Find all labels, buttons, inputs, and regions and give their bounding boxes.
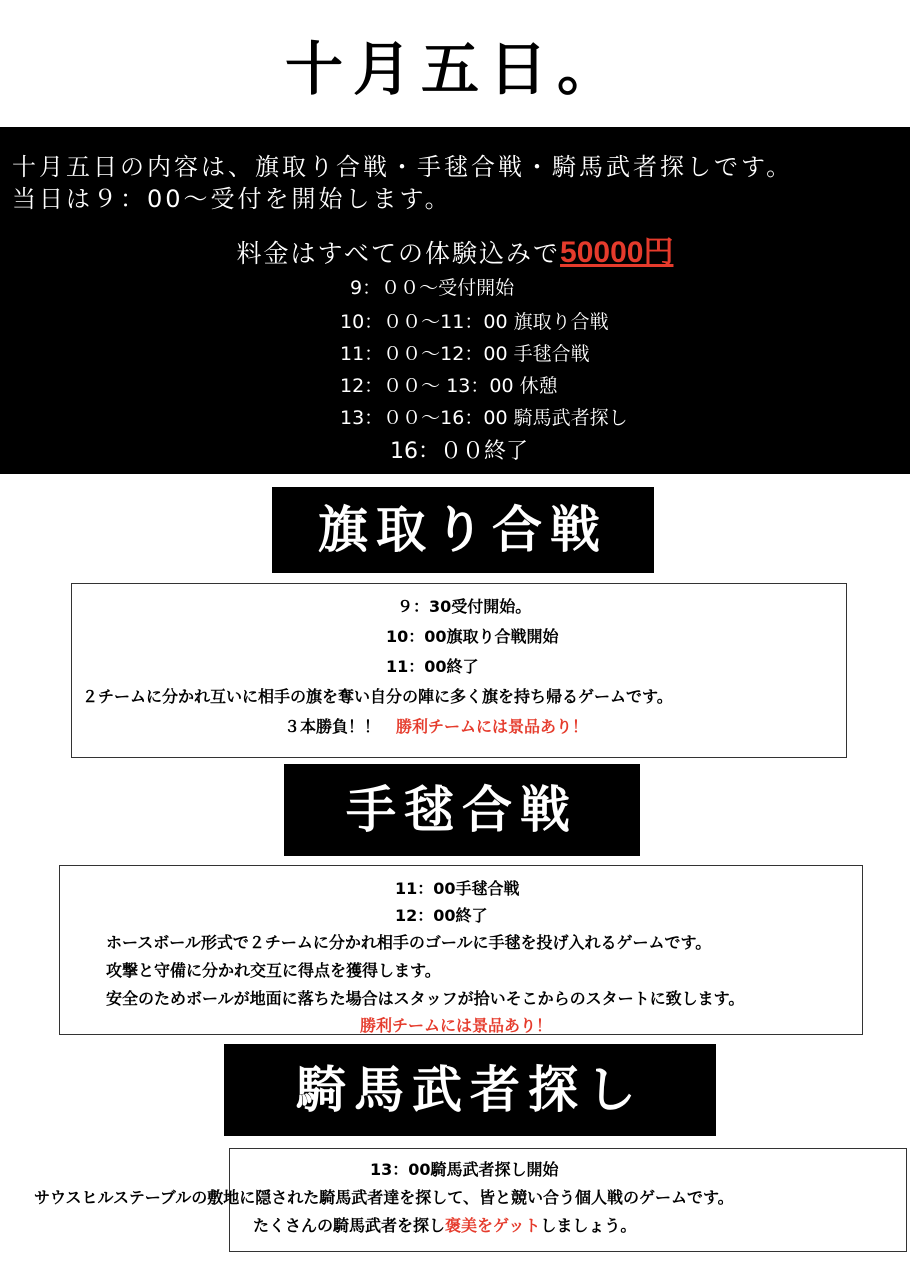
flag-prize-note: 勝利チームには景品あり！	[396, 717, 589, 736]
kiba-last-prefix: たくさんの騎馬武者を探し	[253, 1216, 446, 1235]
intro-line-1: 十月五日の内容は、旗取り合戦・手毬合戦・騎馬武者探しです。	[12, 153, 794, 181]
price-amount: 50000円	[560, 236, 674, 269]
temari-line: 安全のためボールが地面に落ちた場合はスタッフが拾いそこからのスタートに致します。	[106, 989, 745, 1008]
temari-prize-note: 勝利チームには景品あり！	[360, 1016, 553, 1035]
flag-line: ９：30受付開始。	[397, 597, 532, 616]
flag-battle-heading: 旗取り合戦	[272, 487, 654, 573]
temari-line: 11：00手毬合戦	[395, 879, 520, 898]
intro-panel	[0, 127, 910, 474]
kiba-last-suffix: しましょう。	[540, 1216, 637, 1235]
schedule-item: 11：００〜12：00 手毬合戦	[340, 343, 590, 365]
flag-line: 11：00終了	[386, 657, 479, 676]
temari-line: 12：00終了	[395, 906, 488, 925]
schedule-item: 13：００〜16：00 騎馬武者探し	[340, 407, 628, 429]
kiba-line: サウスヒルステーブルの敷地に隠された騎馬武者達を探して、皆と競い合う個人戦のゲームです。	[34, 1188, 734, 1207]
kiba-reward-note: 褒美をゲット	[445, 1216, 541, 1235]
flag-last-line	[284, 714, 588, 737]
kiba-search-heading: 騎馬武者探し	[224, 1044, 716, 1136]
price-line	[0, 227, 910, 271]
schedule-item: 12：００〜 13：00 休憩	[340, 375, 558, 397]
flag-line: 10：00旗取り合戦開始	[386, 627, 559, 646]
temari-battle-box	[59, 865, 863, 1035]
schedule-item: 16：００終了	[390, 439, 528, 464]
kiba-last-line	[253, 1213, 636, 1236]
schedule-item: 9：００〜受付開始	[350, 277, 515, 299]
temari-line: ホースボール形式で２チームに分かれ相手のゴールに手毬を投げ入れるゲームです。	[106, 933, 712, 952]
intro-line-2: 当日は９：00〜受付を開始します。	[12, 185, 452, 213]
kiba-line: 13：00騎馬武者探し開始	[370, 1160, 559, 1179]
temari-battle-heading: 手毬合戦	[284, 764, 640, 856]
flag-battle-box	[71, 583, 847, 758]
price-prefix: 料金はすべての体験込みで	[236, 239, 561, 268]
page-title: 十月五日。	[284, 35, 625, 103]
flag-best-of-three: ３本勝負！！	[284, 717, 381, 736]
flag-line: ２チームに分かれ互いに相手の旗を奪い自分の陣に多く旗を持ち帰るゲームです。	[82, 687, 673, 706]
schedule-item: 10：００〜11：00 旗取り合戦	[340, 311, 609, 333]
temari-line: 攻撃と守備に分かれ交互に得点を獲得します。	[106, 961, 441, 980]
